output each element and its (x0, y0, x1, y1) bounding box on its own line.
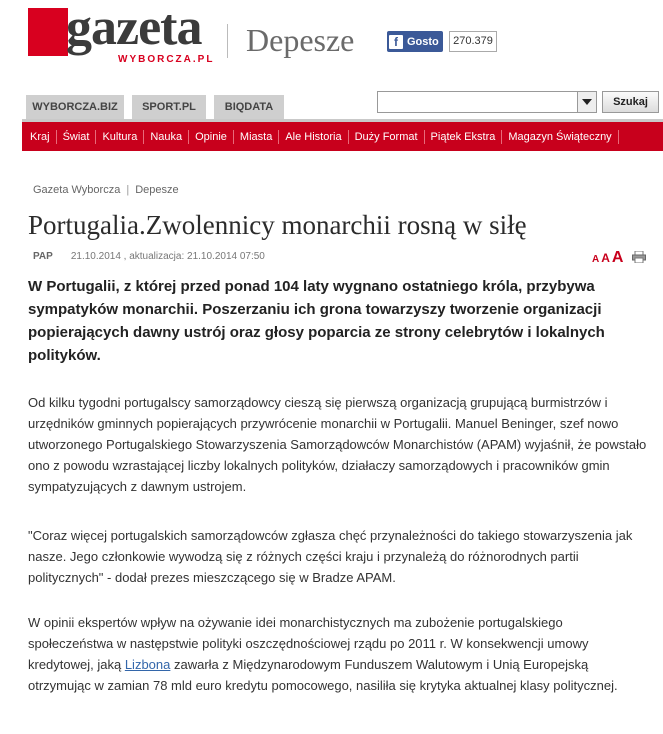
font-size-large-button[interactable]: A (611, 249, 624, 266)
main-nav (22, 122, 663, 151)
article-title: Portugalia.Zwolennicy monarchii rosną w siłę (28, 210, 527, 240)
facebook-like-button[interactable] (387, 31, 443, 52)
nav-item-opinie[interactable]: Opinie (189, 130, 234, 144)
article-lead: W Portugalii, z której przed ponad 104 laty wygnano ostatniego króla, przybywa sympatyków monarchii. Poszerzaniu ich grona towarzyszy tworzenie organizacji popierających dawny ustrój oraz głosy poparcia ze strony celebrytów i lokalnych polityków. (28, 278, 605, 364)
article-date: 21.10.2014 , aktualizacja: 21.10.2014 07:50 (70, 251, 265, 262)
logo-mark[interactable] (28, 8, 68, 56)
tab-biqdata[interactable]: BIQDATA (214, 95, 284, 119)
section-title[interactable]: Depesze (246, 22, 355, 58)
chevron-down-icon (582, 99, 592, 105)
facebook-icon: f (389, 35, 403, 49)
nav-item-duzy-format[interactable]: Duży Format (349, 130, 425, 144)
logo[interactable]: gazeta (66, 0, 202, 56)
search-input[interactable] (377, 91, 578, 113)
search-button[interactable]: Szukaj (602, 91, 659, 113)
article-meta (33, 251, 265, 262)
nav-item-piatek-ekstra[interactable]: Piątek Ekstra (425, 130, 503, 144)
search-dropdown[interactable] (578, 91, 597, 113)
font-size-small-button[interactable]: A (592, 254, 600, 265)
nav-item-swiat[interactable]: Świat (57, 130, 97, 144)
nav-item-ale-historia[interactable]: Ale Historia (279, 130, 348, 144)
tab-sport-pl[interactable]: SPORT.PL (132, 95, 206, 119)
nav-item-magazyn-swiateczny[interactable]: Magazyn Świąteczny (502, 130, 618, 144)
breadcrumb-item[interactable]: Depesze (135, 184, 179, 196)
breadcrumb-item[interactable]: Gazeta Wyborcza (33, 184, 121, 196)
tab-wyborcza-biz[interactable]: WYBORCZA.BIZ (26, 95, 124, 119)
print-icon[interactable] (632, 251, 646, 263)
logo-subtitle: WYBORCZA.PL (118, 54, 215, 65)
breadcrumb-separator: | (126, 184, 130, 196)
lizbona-link[interactable]: Lizbona (124, 657, 171, 672)
article-paragraph: "Coraz więcej portugalskich samorządowców zgłasza chęć przynależności do takiego stowarzyszenia jak nasze. Jego członkowie wywodzą się z różnych części kraju i przynależą do różnorodnych partii politycznych" - dodał prezes mieszczącego się w Bradze APAM. (28, 528, 633, 585)
nav-item-kraj[interactable]: Kraj (22, 130, 57, 144)
nav-item-kultura[interactable]: Kultura (96, 130, 144, 144)
font-size-controls (592, 249, 623, 267)
article-source: PAP (33, 251, 53, 262)
header-divider (227, 24, 228, 58)
facebook-like-label: Gosto (407, 35, 439, 48)
facebook-like-count: 270.379 (449, 31, 497, 52)
article-paragraph: Od kilku tygodni portugalscy samorządowcy cieszą się pierwszą organizacją grupującą burmistrzów i urzędników gminnych popierających przywrócenie monarchii w Portugalii. Manuel Beninger, szef nowo utworzonego Portugalskiego Stowarzyszenia Samorządowców Monarchistów (APAM) wyjaśnił, że powstało ono z powodu wzrastającej liczby lokalnych polityków, działaczy samorządowych i pracowników gmin sympatyzujących z dawnym ustrojem. (28, 395, 647, 494)
paragraph-text: zawarła z Międzynarodowym Funduszem Walutowym i Unią Europejską otrzymując w zamian 78 mld euro kredytu pomocowego, nasiliła się krytyka aktualnej klasy politycznej. (28, 657, 618, 693)
nav-item-miasta[interactable]: Miasta (234, 130, 279, 144)
article-paragraph (28, 612, 648, 696)
font-size-medium-button[interactable]: A (601, 251, 610, 265)
breadcrumb (33, 184, 179, 196)
nav-item-nauka[interactable]: Nauka (144, 130, 189, 144)
paragraph-text: W opinii ekspertów wpływ na ożywanie idei monarchistycznych ma zubożenie portugalskiego społeczeństwa w następstwie polityki oszczędnościowej rządu po 2011 r. W konsekwencji umowy kredytowej, jaką (28, 615, 589, 672)
